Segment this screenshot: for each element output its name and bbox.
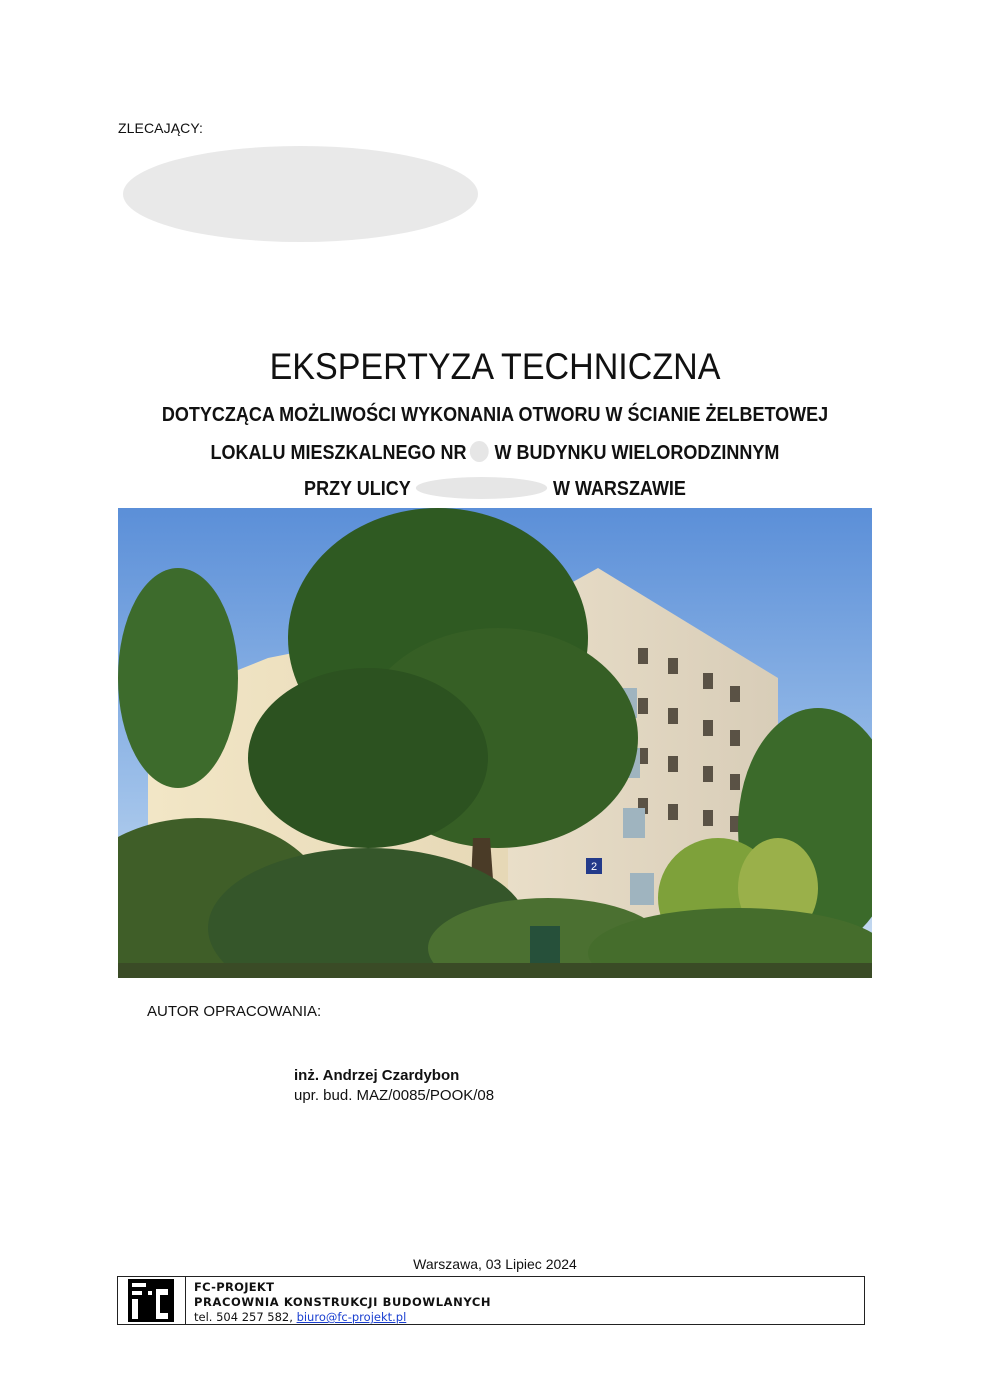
client-label: ZLECAJĄCY: <box>118 120 204 136</box>
company-subtitle: PRACOWNIA KONSTRUKCJI BUDOWLANYCH <box>194 1295 492 1309</box>
building-photo <box>118 508 872 978</box>
client-redaction <box>123 146 478 242</box>
company-phone: tel. 504 257 582, <box>194 1310 297 1324</box>
subtitle-line-2-start: LOKALU MIESZKALNEGO NR <box>210 442 467 464</box>
company-email-link[interactable]: biuro@fc-projekt.pl <box>296 1310 407 1324</box>
logo-cell <box>118 1277 186 1324</box>
subtitle-line-3-end: W WARSZAWIE <box>552 478 686 500</box>
company-logo <box>128 1279 174 1322</box>
street-name-redaction <box>416 477 547 499</box>
author-label: AUTOR OPRACOWANIA: <box>147 1003 322 1020</box>
company-name: FC-PROJEKT <box>194 1280 275 1294</box>
author-credentials: upr. bud. MAZ/0085/POOK/08 <box>294 1087 495 1104</box>
subtitle-line-1: DOTYCZĄCA MOŻLIWOŚCI WYKONANIA OTWORU W ŚCIANIE ŻELBETOWEJ <box>161 404 829 426</box>
apartment-number-redaction <box>470 441 489 462</box>
subtitle-line-3 <box>50 477 941 501</box>
subtitle-line-2 <box>50 441 941 465</box>
document-title: EKSPERTYZA TECHNICZNA <box>269 346 721 387</box>
subtitle-line-2-end: W BUDYNKU WIELORODZINNYM <box>494 442 780 464</box>
footer-box <box>117 1276 865 1325</box>
house-number-plate: 2 <box>590 861 598 873</box>
subtitle-line-3-start: PRZY ULICY <box>304 478 411 500</box>
company-contact <box>194 1310 406 1324</box>
place-date: Warszawa, 03 Lipiec 2024 <box>413 1256 577 1272</box>
author-name: inż. Andrzej Czardybon <box>294 1067 460 1084</box>
